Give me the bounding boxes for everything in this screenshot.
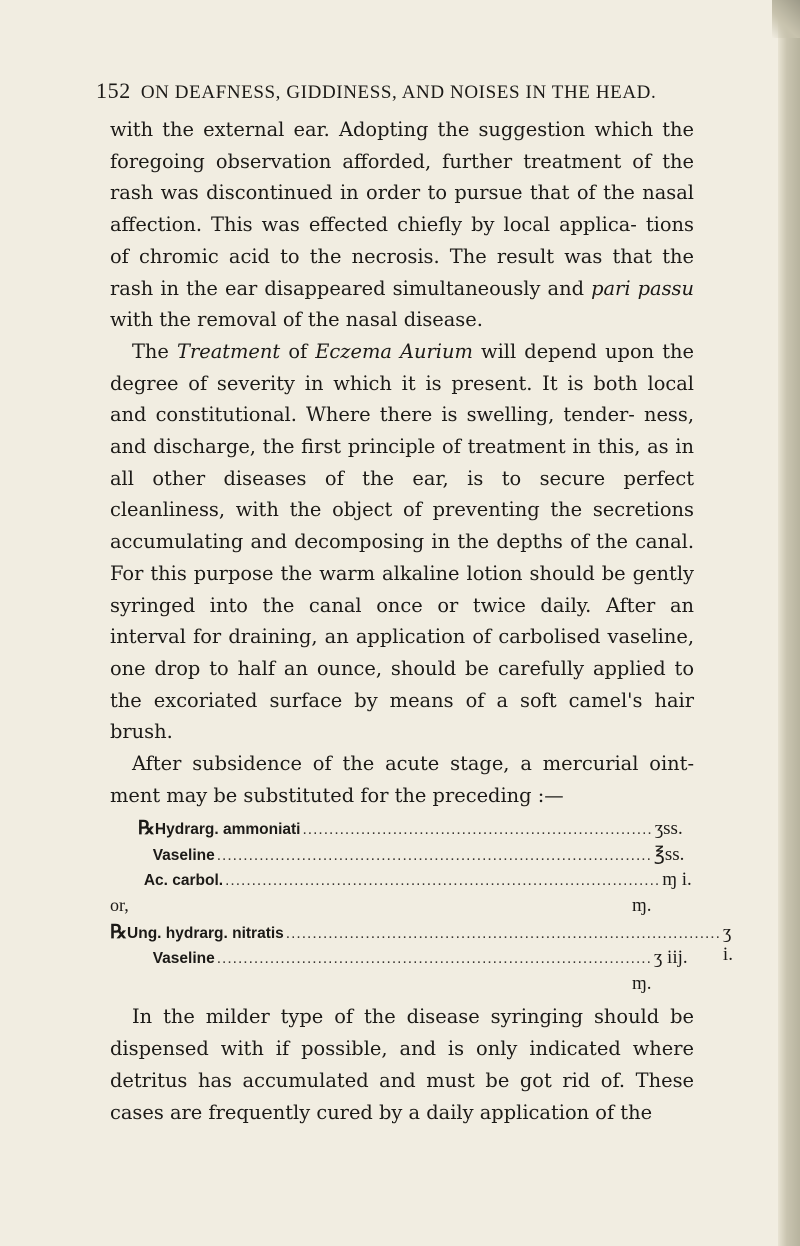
rx-symbol: ℞	[137, 818, 155, 840]
paragraph-1-end: with the removal of the nasal disease.	[110, 308, 483, 332]
paragraph-1-text: with the external ear. Adopting the suggestion which the foregoing observation afforded, further treatment of the rash was discontinued in order to pursue that of the nasal affection. This was effected chiefly by local applica- tions of chromic acid to the necrosis. The result was that the rash in the ear disappeared simultaneously and	[110, 118, 694, 300]
rx-drug: Hydrarg. ammoniati	[154, 821, 301, 839]
rx-symbol: ℞	[110, 922, 128, 944]
para2-start: The	[132, 339, 169, 363]
rx-dose: ʒss.	[654, 818, 683, 840]
book-page	[96, 78, 733, 1128]
leader-dots: ..................................................................................	[216, 847, 652, 865]
rx-misce-line	[110, 973, 694, 999]
running-head	[96, 78, 694, 104]
leader-dots: ..................................................................	[302, 821, 653, 839]
page-edge	[778, 0, 800, 1246]
rx-line	[110, 817, 694, 843]
or-label: or,	[110, 895, 129, 916]
rx-dose: ʒ i.	[722, 922, 733, 966]
leader-dots: ..................................................................................	[225, 872, 661, 890]
latin-phrase: pari passu	[591, 276, 694, 300]
eczema-aurium-italic: Eczema Aurium	[315, 339, 473, 363]
rx-line	[110, 947, 694, 973]
rx-line	[110, 869, 694, 895]
page-number: 152	[96, 78, 131, 103]
paragraph-2	[96, 336, 694, 748]
paragraph-3: After subsidence of the acute stage, a mercurial oint- ment may be substituted for the preceding :—	[110, 752, 694, 807]
treatment-italic: Treatment	[177, 339, 281, 363]
misce-label: ɱ.	[632, 895, 652, 917]
prescription-block	[96, 817, 733, 999]
running-title: ON DEAFNESS, GIDDINESS, AND NOISES IN THE HEAD.	[140, 82, 657, 103]
leader-dots: ..................................................................................	[216, 950, 652, 968]
misce-label: ɱ.	[632, 973, 652, 995]
rx-drug: Vaseline	[152, 847, 215, 865]
rx-drug: Vaseline	[152, 950, 215, 968]
para2-of: of	[288, 339, 308, 363]
rx-drug: Ac. carbol.	[143, 872, 224, 890]
rx-dose: ℥ss.	[653, 844, 685, 866]
paragraph-2-text: will depend upon the degree of severity in which it is present. It is both local and constitutional. Where there is swelling, tender- ness, and discharge, the first principle of treatment in this, as in all other diseases of the ear, is to secure perfect cleanliness, with the object of preventing the secretions accumulating and decomposing in the depths of the canal. For this purpose the warm alkaline lotion should be gently syringed into the canal once or twice daily. After an interval for draining, an application of carbolised vaseline, one drop to half an ounce, should be carefully applied to the excoriated surface by means of a soft camel's hair brush.	[110, 339, 694, 744]
page-corner	[772, 0, 800, 38]
rx-dose: ɱ i.	[662, 869, 692, 891]
paragraph-4: In the milder type of the disease syringing should be dispensed with if possible, and is only indicated where detritus has accumulated and must be got rid of. These cases are frequently cured by a daily application of the	[110, 1005, 694, 1124]
rx-dose: ʒ iij.	[653, 947, 688, 969]
rx-drug: Ung. hydrarg. nitratis	[127, 925, 284, 943]
paragraph-1	[96, 114, 694, 336]
leader-dots: ..................................................................................	[285, 925, 721, 943]
rx-or-line	[110, 895, 694, 921]
rx-line	[110, 843, 694, 869]
